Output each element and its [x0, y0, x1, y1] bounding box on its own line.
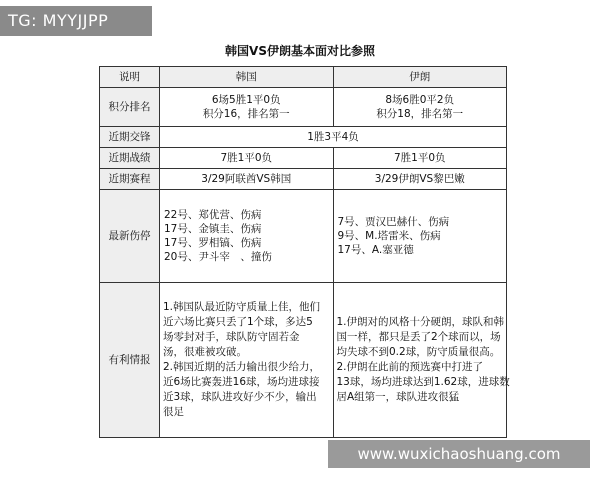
info-line: 场零封对手，球队防守固若金	[163, 331, 300, 343]
injury-item: 17号、罗相镐、伤病	[164, 237, 262, 249]
info-line: 近6场比赛轰进16球，场均进球接	[163, 376, 320, 388]
table-row-h2h	[100, 127, 507, 148]
korea-fixture: 3/29阿联酋VS韩国	[160, 169, 334, 190]
row-label: 有利情报	[100, 283, 160, 438]
iran-injuries	[333, 190, 507, 283]
watermark-url: www.wuxichaoshuang.com	[328, 440, 590, 468]
iran-info	[333, 283, 510, 438]
info-line: 近六场比赛只丢了1个球，多达5	[163, 316, 313, 328]
table-row-info	[100, 283, 507, 438]
korea-points	[160, 88, 334, 127]
info-line: 很足	[163, 406, 184, 418]
iran-points-line: 积分18，排名第一	[376, 108, 464, 120]
info-line: 均失球不到0.2球，防守质量很高。	[336, 346, 501, 358]
iran-fixture: 3/29伊朗VS黎巴嫩	[333, 169, 507, 190]
channel-badge: TG: MYYJJPP	[0, 6, 152, 36]
injury-item: 17号、金镇圭、伤病	[164, 223, 262, 235]
info-line: 近3球，球队进攻好少不少，输出	[163, 391, 317, 403]
injury-item: 9号、M.塔雷米、伤病	[337, 230, 441, 242]
table-header-row	[100, 67, 507, 88]
h2h-value: 1胜3平4负	[160, 127, 507, 148]
row-label: 近期战绩	[100, 148, 160, 169]
table-row-form	[100, 148, 507, 169]
info-line: 居A组第一，球队进攻很猛	[336, 391, 460, 403]
header-iran: 伊朗	[333, 67, 507, 88]
row-label: 近期交锋	[100, 127, 160, 148]
info-line: 汤，很难被攻破。	[163, 346, 247, 358]
info-line: 2.韩国近期的活力输出很少给力，	[163, 361, 321, 373]
table-row-points	[100, 88, 507, 127]
iran-points-line: 8场6胜0平2负	[385, 94, 455, 106]
comparison-table	[99, 66, 510, 438]
korea-points-line: 6场5胜1平0负	[211, 94, 281, 106]
row-label: 最新伤停	[100, 190, 160, 283]
row-label: 积分排名	[100, 88, 160, 127]
korea-info	[160, 283, 334, 438]
info-line: 国一样，都只是丢了2个球而以，场	[336, 331, 501, 343]
table-row-fixtures	[100, 169, 507, 190]
info-line: 1.伊朗对的风格十分硬朗，球队和韩	[336, 316, 505, 328]
korea-injuries	[160, 190, 334, 283]
header-label: 说明	[100, 67, 160, 88]
injury-item: 7号、贾汉巴赫什、伤病	[337, 216, 450, 228]
header-korea: 韩国	[160, 67, 334, 88]
injury-item: 22号、郑优营、伤病	[164, 209, 262, 221]
row-label: 近期赛程	[100, 169, 160, 190]
iran-form: 7胜1平0负	[333, 148, 507, 169]
injury-item: 17号、A.塞亚德	[337, 244, 414, 256]
injury-item: 20号、尹斗宰 、撞伤	[164, 251, 272, 263]
info-line: 2.伊朗在此前的预选赛中打进了	[336, 361, 484, 373]
info-line: 1.韩国队最近防守质量上佳，他们	[163, 301, 321, 313]
korea-form: 7胜1平0负	[160, 148, 334, 169]
korea-points-line: 积分16，排名第一	[202, 108, 290, 120]
info-line: 13球，场均进球达到1.62球，进球数	[336, 376, 510, 388]
page-title: 韩国VS伊朗基本面对比参照	[225, 44, 375, 58]
table-row-injuries	[100, 190, 507, 283]
iran-points	[333, 88, 507, 127]
